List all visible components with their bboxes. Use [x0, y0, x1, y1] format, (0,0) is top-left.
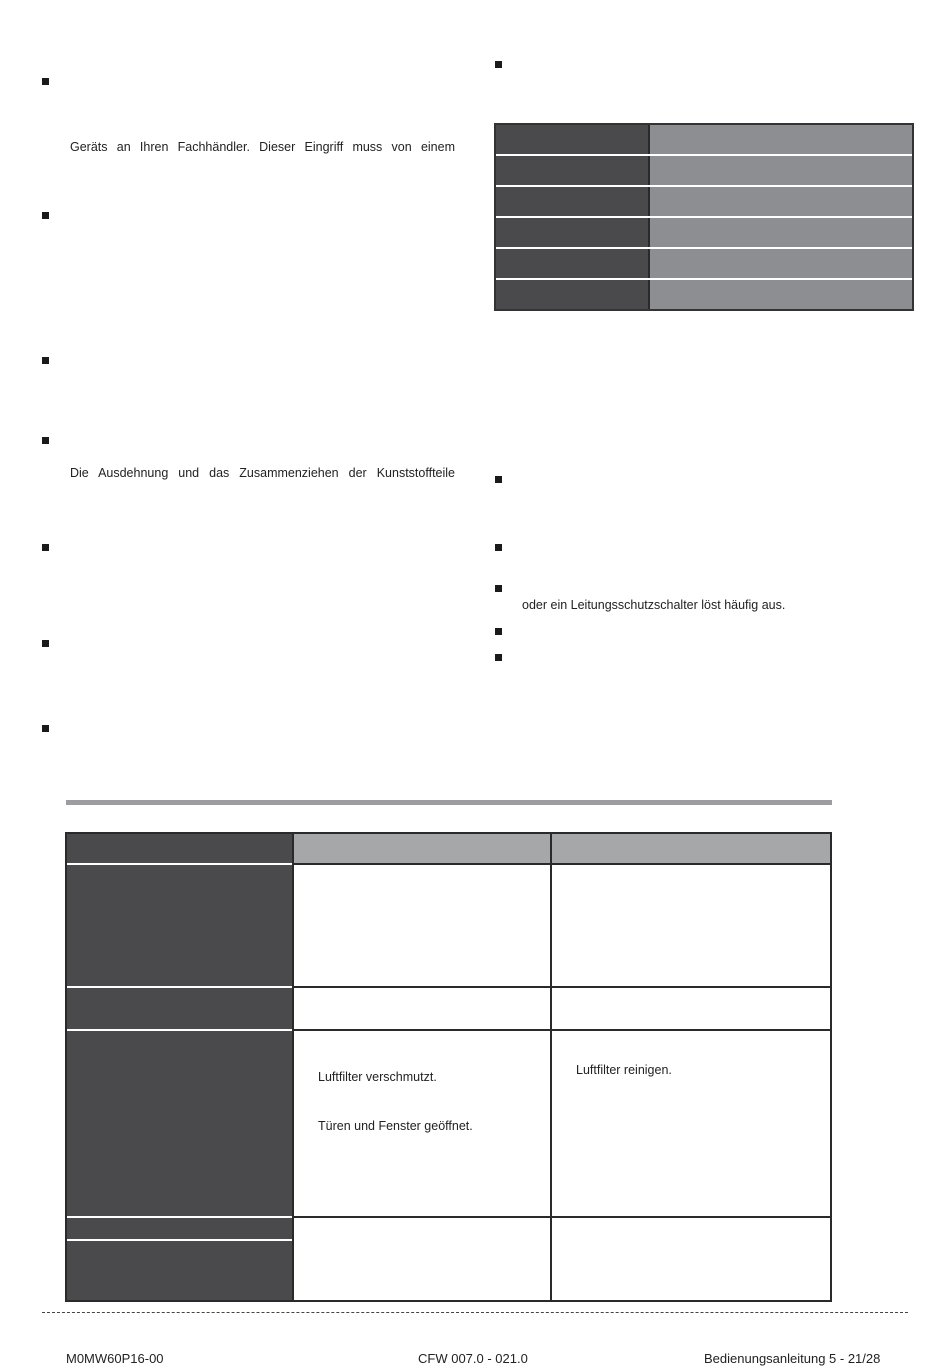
- body-text-line: Geräts an Ihren Fachhändler. Dieser Eingriff muss von einem: [70, 140, 455, 154]
- row-divider: [294, 863, 832, 865]
- bullet-marker: [495, 585, 502, 592]
- row-divider: [67, 1216, 292, 1218]
- bullet-marker: [495, 544, 502, 551]
- section-divider: [66, 800, 832, 805]
- table-cell: [496, 280, 648, 309]
- table-cell: [496, 156, 648, 185]
- problem-column: [67, 834, 292, 1300]
- table-row: [496, 247, 912, 278]
- table-cell: [496, 249, 648, 278]
- table-cell-text: Luftfilter verschmutzt.: [318, 1070, 437, 1084]
- table-cell-text: Türen und Fenster geöffnet.: [318, 1119, 473, 1133]
- column-divider: [550, 834, 552, 1300]
- table-cell: [496, 218, 648, 247]
- table-row: [496, 154, 912, 185]
- table-cell: [648, 125, 912, 154]
- row-divider: [67, 863, 292, 865]
- bullet-marker: [42, 212, 49, 219]
- footer-doc-code: M0MW60P16-00: [66, 1351, 164, 1366]
- troubleshooting-table: [65, 832, 832, 1302]
- table-row: [496, 125, 912, 154]
- row-divider: [67, 1239, 292, 1241]
- row-divider: [294, 986, 832, 988]
- row-divider: [67, 1029, 292, 1031]
- remedy-column-header: [552, 834, 830, 864]
- row-divider: [294, 1029, 832, 1031]
- bullet-marker: [42, 544, 49, 551]
- row-divider: [294, 1216, 832, 1218]
- column-divider: [292, 834, 294, 1300]
- bullet-marker: [42, 357, 49, 364]
- table-cell: [496, 125, 648, 154]
- bullet-marker: [495, 476, 502, 483]
- footer-divider: [42, 1312, 908, 1313]
- footer-model-range: CFW 007.0 - 021.0: [418, 1351, 528, 1366]
- body-text-line: oder ein Leitungsschutzschalter löst häufig aus.: [522, 598, 786, 612]
- table-cell: [648, 187, 912, 216]
- bullet-marker: [42, 437, 49, 444]
- table-row: [496, 185, 912, 216]
- status-table: [494, 123, 914, 311]
- cause-column-header: [294, 834, 550, 864]
- bullet-marker: [42, 78, 49, 85]
- row-divider: [67, 986, 292, 988]
- bullet-marker: [495, 654, 502, 661]
- table-cell-text: Luftfilter reinigen.: [576, 1063, 672, 1077]
- bullet-marker: [495, 628, 502, 635]
- bullet-marker: [495, 61, 502, 68]
- table-cell: [648, 280, 912, 309]
- table-cell: [648, 156, 912, 185]
- table-row: [496, 278, 912, 309]
- footer-page-label: Bedienungsanleitung 5 - 21/28: [704, 1351, 881, 1366]
- bullet-marker: [42, 640, 49, 647]
- table-cell: [648, 249, 912, 278]
- bullet-marker: [42, 725, 49, 732]
- table-cell: [648, 218, 912, 247]
- table-row: [496, 216, 912, 247]
- body-text-line: Die Ausdehnung und das Zusammenziehen der Kunststoffteile: [70, 466, 455, 480]
- table-cell: [496, 187, 648, 216]
